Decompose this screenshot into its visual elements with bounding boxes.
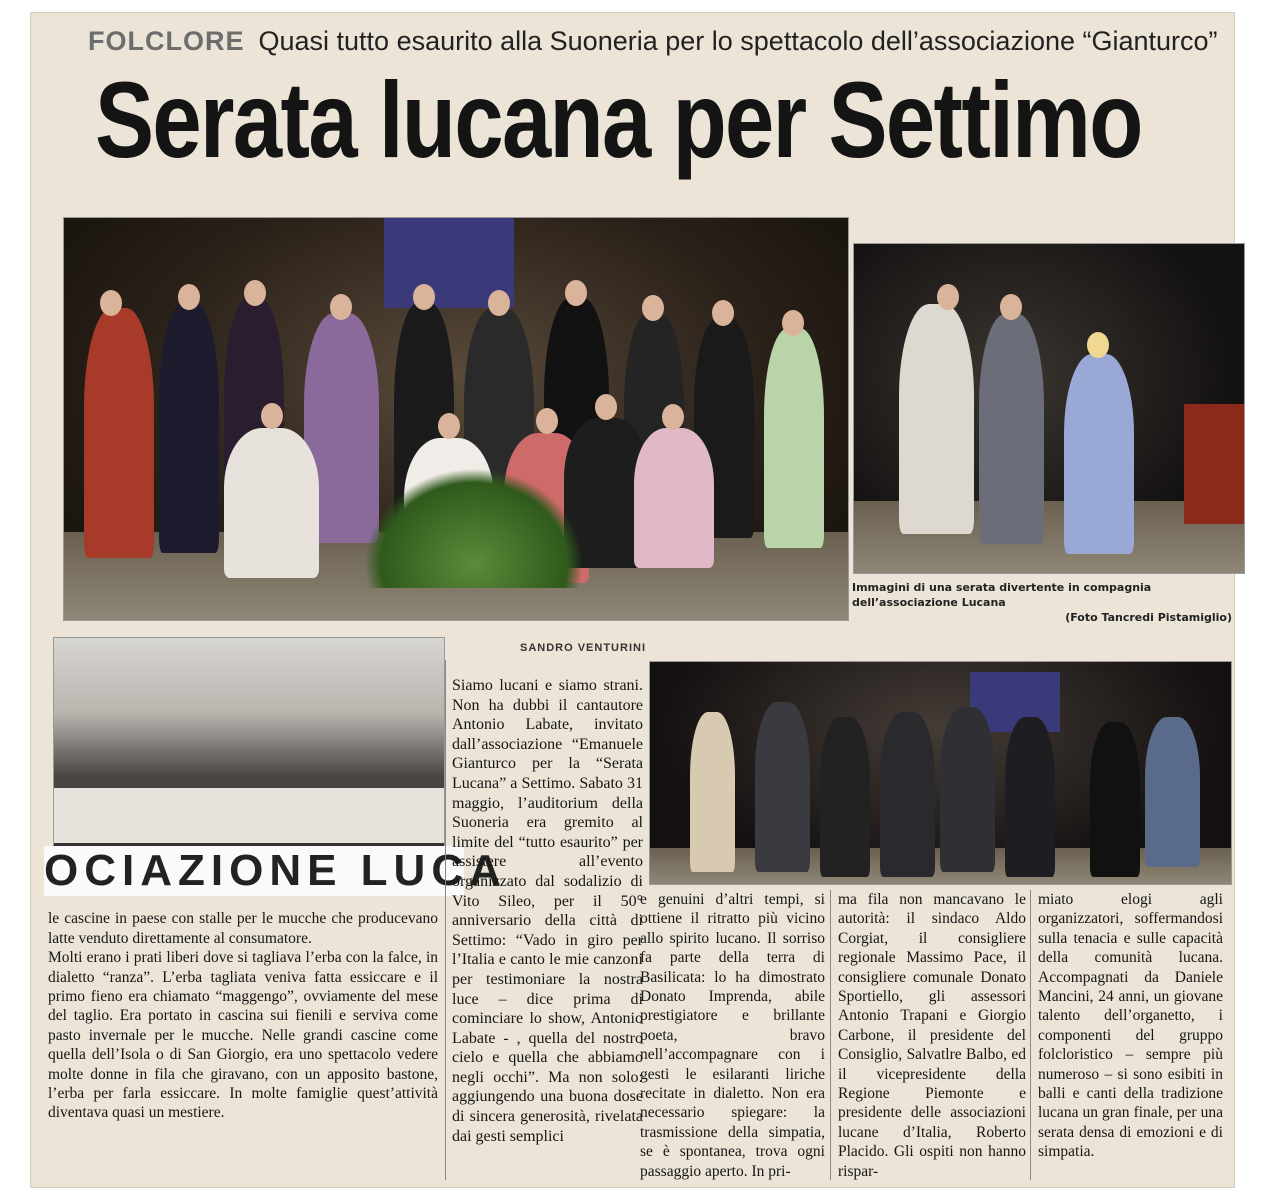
column-5-text: miato elogi agli organizzatori, soffermandosi sulla tenacia e sulle capacità della comunità lucana. Accompagnati da Daniele Mancini, 24 anni, un giovane talento dell’organetto, i componenti del gruppo folcloristico – sempre più numeroso – si sono esibiti in balli e canti della tradizione lucana un gran finale, per una serata densa di emozioni e di simpatia. [1038, 891, 1223, 1161]
article-byline: SANDRO VENTURINI [520, 642, 647, 654]
photo-dinner-group [44, 637, 507, 895]
column-rule [1030, 890, 1031, 1180]
photo-banner: OCIAZIONE LUCA [44, 846, 507, 895]
article-lead-column [452, 676, 643, 1146]
article-column-3 [640, 890, 825, 1181]
article-column-5 [1038, 890, 1223, 1162]
photo-award-ceremony [649, 661, 1232, 885]
kicker-subtitle: Quasi tutto esaurito alla Suoneria per lo spettacolo dell’associazione “Gianturco” [258, 26, 1218, 56]
section-tag: FOLCLORE [88, 26, 245, 56]
column-4-text: ma fila non mancavano le autorità: il sindaco Aldo Corgiat, il consigliere regionale Massimo Pace, il consigliere comunale Donato Sportiello, gli assessori Antonio Trapani e Giorgio Carbone, il presidente del Consiglio, Salvatlre Balbo, ed il vicepresidente della Regione Piemonte e presidente delle associazioni lucane d’Italia, Roberto Placido. Gli ospiti non hanno rispar- [838, 891, 1026, 1180]
column-3-text: e genuini d’altri tempi, si ottiene il ritratto più vicino allo spirito lucano. Il sorriso fa parte della terra di Basilicata: lo ha dimostrato Donato Imprenda, abile prestigiatore e brillante poeta, bravo nell’accompagnare con i gesti le esilaranti liriche recitate in dialetto. Non era necessario spiegare: la trasmissione della simpatia, se è spontanea, trova ogni passaggio aperto. In pri- [640, 891, 825, 1180]
column-rule [830, 890, 831, 1180]
article-column-4 [838, 890, 1026, 1181]
article-kicker [88, 26, 1218, 57]
article-left-column [48, 890, 438, 1142]
left-paragraphs: le cascine in paese con stalle per le mucche che producevano latte venduto direttamente al consumatore. Molti erano i prati liberi dove si tagliava l’erba con la falce, in dialetto “ranza”. L’erba tagliata veniva fatta essiccare e il primo fieno era chiamato “maggengo”, ovviamente del mese del taglio. Era portato in cascina sui fienili e serviva come pasto invernale per le mucche. Nelle grandi cascine come quella dell’Isola o di San Giorgio, era uno spettacolo vedere molte donne in fila che giravano, con un apposito bastone, l’erba per farla essiccare. In molte famiglie quest’attività diventava quasi un mestiere. [48, 910, 438, 1122]
photo-caption [852, 580, 1232, 625]
lead-paragraph: Siamo lucani e siamo strani. Non ha dubbi il cantautore Antonio Labate, invitato dall’associazione “Emanuele Gianturco per la “Serata Lucana” a Settimo. Sabato 31 maggio, l’auditorium della Suoneria era gremito al limite del “tutto esaurito” per assistere all’evento organizzato dal sodalizio di Vito Sileo, per il 50° anniversario della città di Settimo: “Vado in giro per l’Italia e canto le mie canzoni per testimoniare la nostra luce – dice prima di cominciare lo show, Antonio Labate - , quella del nostro cielo e quella che abbiamo negli occhi”. Ma non solo: aggiungendo una buona dose di sincera generosità, rivelata dai gesti semplici [452, 677, 643, 1145]
photo-credit: (Foto Tancredi Pistamiglio) [1065, 611, 1232, 624]
caption-text: Immagini di una serata divertente in compagnia dell’associazione Lucana [852, 581, 1152, 609]
photo-stage-speakers [853, 243, 1245, 574]
photo-folk-group [63, 217, 849, 621]
article-headline: Serata lucana per Settimo [95, 59, 1142, 180]
column-rule [445, 660, 446, 1180]
